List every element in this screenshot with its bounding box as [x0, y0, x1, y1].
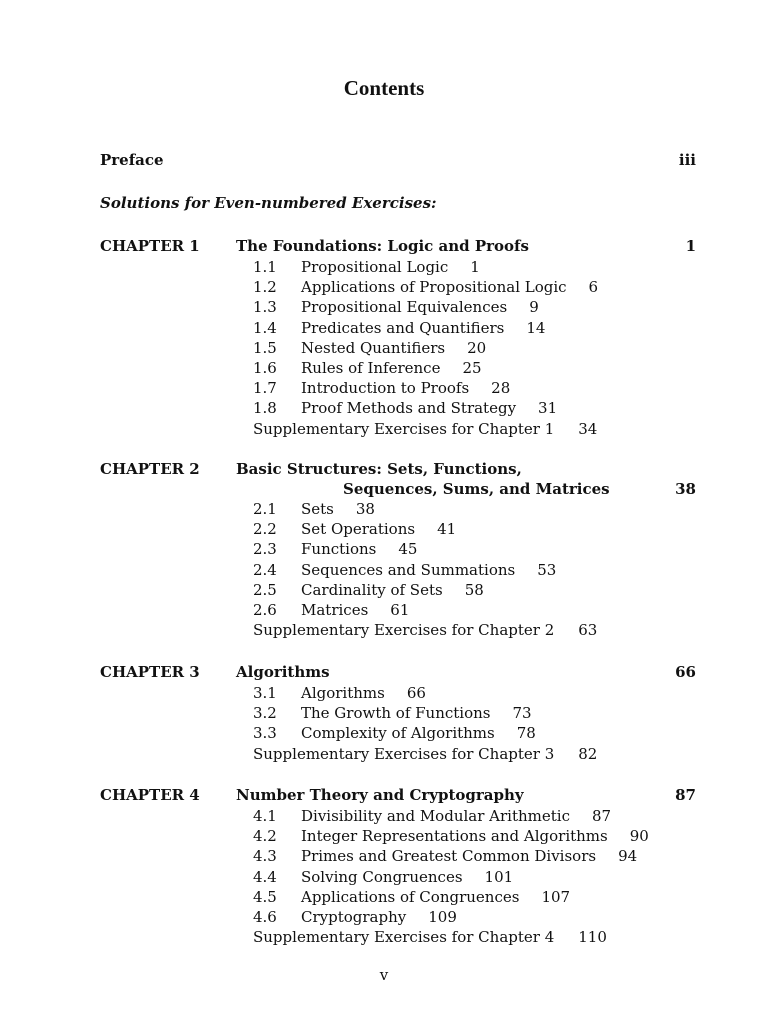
section-entry[interactable] — [253, 580, 597, 600]
section-name: Nested Quantifiers — [301, 338, 446, 357]
section-entry[interactable] — [253, 846, 638, 866]
section-page: 6 — [588, 278, 599, 297]
section-page: 90 — [629, 827, 649, 846]
section-number: 1.2 — [253, 278, 277, 297]
section-page: 31 — [538, 399, 558, 418]
preface-page: iii — [678, 151, 696, 169]
section-number: 1.8 — [253, 399, 277, 418]
chapter-label: CHAPTER 3 — [100, 663, 200, 681]
supplementary-label: Supplementary Exercises for Chapter 3 — [253, 744, 555, 763]
section-name: Complexity of Algorithms — [301, 724, 495, 743]
section-name: Applications of Congruences — [301, 887, 520, 906]
section-number: 2.3 — [253, 540, 277, 559]
section-number: 3.3 — [253, 724, 277, 743]
section-name: Introduction to Proofs — [301, 379, 470, 398]
section-page: 109 — [428, 907, 457, 926]
section-number: 2.4 — [253, 560, 277, 579]
chapter-label: CHAPTER 4 — [100, 786, 200, 804]
section-page: 53 — [537, 560, 557, 579]
section-name: Applications of Propositional Logic — [301, 278, 567, 297]
section-name: Cardinality of Sets — [301, 580, 443, 599]
section-number: 3.1 — [253, 684, 277, 702]
section-number: 4.4 — [253, 867, 277, 886]
supplementary-page: 34 — [578, 419, 598, 438]
supplementary-label: Supplementary Exercises for Chapter 1 — [253, 419, 555, 438]
section-entry[interactable] — [253, 907, 607, 927]
section-page: 73 — [512, 704, 532, 723]
section-entry[interactable] — [253, 519, 597, 539]
supplementary-page: 63 — [578, 621, 598, 640]
supplementary-entry[interactable] — [253, 927, 607, 947]
section-page: 101 — [484, 867, 514, 886]
section-number: 1.1 — [253, 258, 277, 276]
supplementary-label: Supplementary Exercises for Chapter 4 — [253, 928, 555, 947]
section-entry[interactable] — [253, 887, 607, 907]
supplementary-entry[interactable] — [253, 419, 597, 439]
section-page: 38 — [355, 500, 375, 518]
section-page: 66 — [406, 684, 426, 702]
section-entry[interactable] — [253, 499, 597, 519]
section-number: 2.6 — [253, 600, 277, 619]
section-entry[interactable] — [253, 257, 597, 277]
section-number: 2.2 — [253, 520, 277, 539]
section-name: Functions — [301, 540, 377, 559]
section-page: 87 — [591, 807, 612, 825]
section-entry[interactable] — [253, 600, 597, 620]
section-number: 4.2 — [253, 827, 277, 846]
section-name: Cryptography — [301, 907, 407, 926]
section-entry[interactable] — [253, 277, 597, 297]
chapter-label: CHAPTER 1 — [100, 237, 200, 255]
section-name: Rules of Inference — [301, 358, 441, 377]
chapter-page: 87 — [675, 786, 696, 804]
section-page: 28 — [491, 379, 511, 398]
section-name: The Growth of Functions — [301, 704, 491, 723]
section-entry[interactable] — [253, 806, 612, 826]
section-page: 78 — [516, 724, 536, 743]
section-number: 4.1 — [253, 807, 277, 825]
section-number: 1.6 — [253, 358, 277, 377]
section-number: 1.7 — [253, 379, 277, 398]
section-entry[interactable] — [253, 318, 597, 338]
section-name: Solving Congruences — [301, 867, 463, 886]
section-name: Primes and Greatest Common Divisors — [301, 847, 597, 866]
section-page: 107 — [541, 887, 571, 906]
solutions-heading: Solutions for Even-numbered Exercises: — [100, 194, 437, 212]
chapter-page: 1 — [685, 237, 696, 255]
section-entry[interactable] — [253, 723, 597, 743]
supplementary-page: 82 — [578, 744, 598, 763]
section-page: 61 — [390, 600, 410, 619]
section-name: Set Operations — [301, 520, 416, 539]
section-name: Sets — [301, 500, 334, 518]
section-list — [253, 499, 597, 640]
section-name: Divisibility and Modular Arithmetic — [301, 807, 570, 825]
section-list — [253, 806, 649, 947]
section-entry[interactable] — [253, 826, 649, 846]
section-name: Propositional Logic — [301, 258, 449, 276]
section-page: 14 — [526, 318, 546, 337]
section-entry[interactable] — [253, 703, 597, 723]
section-list — [253, 257, 597, 439]
section-name: Propositional Equivalences — [301, 298, 508, 317]
section-entry[interactable] — [253, 683, 597, 703]
chapter-title[interactable]: Number Theory and Cryptography — [236, 786, 524, 804]
section-entry[interactable] — [253, 867, 607, 887]
section-page: 58 — [464, 580, 484, 599]
section-name: Proof Methods and Strategy — [301, 399, 517, 418]
section-number: 1.3 — [253, 298, 277, 317]
section-number: 2.5 — [253, 580, 277, 599]
chapter-label: CHAPTER 2 — [100, 460, 200, 478]
section-page: 94 — [618, 847, 638, 866]
section-number: 3.2 — [253, 704, 277, 723]
section-number: 4.3 — [253, 847, 277, 866]
page-number: v — [379, 966, 389, 984]
section-name: Integer Representations and Algorithms — [301, 827, 608, 846]
section-number: 4.5 — [253, 887, 277, 906]
section-entry[interactable] — [253, 358, 597, 378]
section-page: 9 — [529, 298, 539, 317]
chapter-title[interactable]: The Foundations: Logic and Proofs — [236, 237, 529, 255]
section-entry[interactable] — [253, 297, 597, 317]
section-entry[interactable] — [253, 338, 597, 358]
section-page: 20 — [467, 338, 487, 357]
section-page: 25 — [462, 358, 482, 377]
section-page: 41 — [437, 520, 457, 539]
chapter-title-continued[interactable]: Sequences, Sums, and Matrices — [343, 480, 610, 498]
section-list — [253, 683, 597, 764]
section-entry[interactable] — [253, 539, 597, 559]
supplementary-entry[interactable] — [253, 620, 597, 640]
section-entry[interactable] — [253, 560, 597, 580]
section-number: 2.1 — [253, 500, 277, 518]
chapter-title[interactable]: Algorithms — [236, 663, 330, 681]
section-number: 1.4 — [253, 318, 277, 337]
chapter-title[interactable]: Basic Structures: Sets, Functions, — [236, 460, 522, 478]
section-page: 1 — [470, 258, 480, 276]
chapter-page: 38 — [675, 480, 696, 498]
section-name: Sequences and Summations — [301, 560, 516, 579]
section-entry[interactable] — [253, 398, 597, 418]
section-number: 1.5 — [253, 338, 277, 357]
section-name: Predicates and Quantifiers — [301, 318, 505, 337]
preface-label: Preface — [100, 151, 164, 169]
section-number: 4.6 — [253, 907, 277, 926]
section-name: Matrices — [301, 600, 369, 619]
section-name: Algorithms — [301, 684, 385, 702]
supplementary-entry[interactable] — [253, 744, 597, 764]
supplementary-page: 110 — [578, 928, 607, 947]
section-entry[interactable] — [253, 378, 597, 398]
section-page: 45 — [398, 540, 418, 559]
supplementary-label: Supplementary Exercises for Chapter 2 — [253, 621, 555, 640]
page-title: Contents — [343, 76, 425, 100]
chapter-page: 66 — [675, 663, 696, 681]
preface-entry[interactable] — [100, 150, 696, 170]
